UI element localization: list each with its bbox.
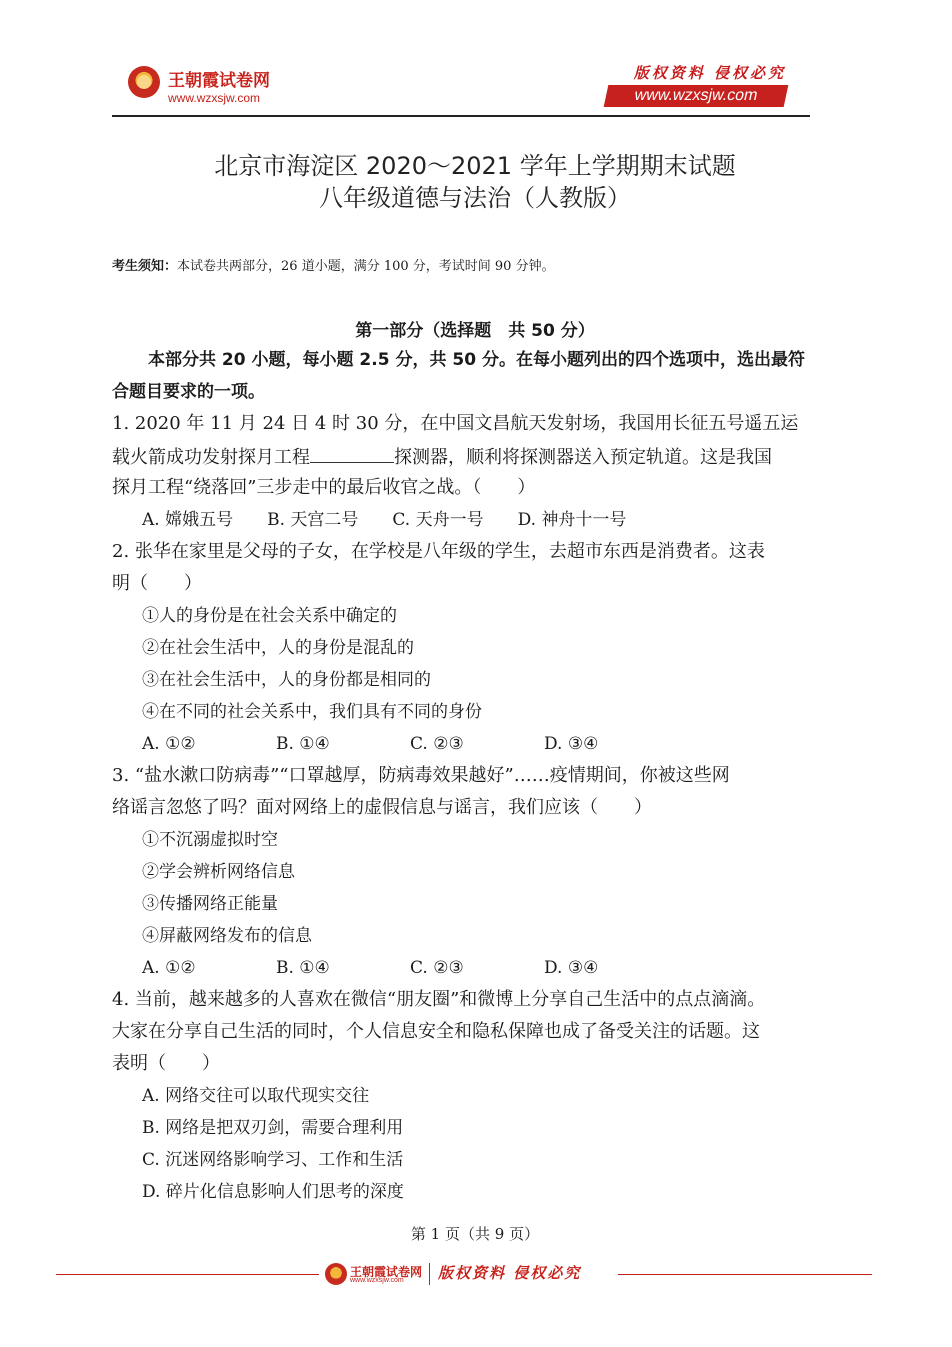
- footer-copyright: 版权资料 侵权必究: [438, 1264, 582, 1282]
- page-header: [112, 58, 810, 116]
- footer-divider-right: [618, 1274, 872, 1275]
- question-text: 明（ ）: [112, 573, 202, 594]
- statement-item: ③传播网络正能量: [142, 894, 278, 914]
- answer-option: B. ①④: [276, 734, 330, 754]
- question-3: [112, 760, 808, 824]
- statement-item: ①人的身份是在社会关系中确定的: [142, 606, 397, 626]
- answer-option: A. ①②: [142, 734, 196, 754]
- question-text: 探月工程“绕落回”三步走中的最后收官之战。（ ）: [112, 477, 536, 498]
- exam-subtitle: 八年级道德与法治（人教版）: [319, 184, 631, 212]
- question-text-part: 载火箭成功发射探月工程: [112, 447, 310, 468]
- answer-option: D. ③④: [544, 958, 599, 978]
- page-number: 第 1 页（共 9 页）: [410, 1225, 540, 1243]
- question-text: 1. 2020 年 11 月 24 日 4 时 30 分，在中国文昌航天发射场，我国用长征五号遥五运: [112, 413, 799, 434]
- exam-title: 北京市海淀区 2020～2021 学年上学期期末试题: [214, 152, 736, 180]
- brand-url: www.wzxsjw.com: [168, 91, 261, 105]
- statement-item: ②学会辨析网络信息: [142, 862, 295, 882]
- statement-item: ①不沉溺虚拟时空: [142, 830, 278, 850]
- footer-url: www.wzxsjw.com: [350, 1277, 404, 1284]
- statement-item: ②在社会生活中，人的身份是混乱的: [142, 638, 414, 658]
- notice-text: 本试卷共两部分，26 道小题，满分 100 分，考试时间 90 分钟。: [177, 259, 555, 274]
- answer-option: D. ③④: [544, 734, 599, 754]
- statement-item: ③在社会生活中，人的身份都是相同的: [142, 670, 431, 690]
- answer-option: C. ②③: [410, 734, 464, 754]
- question-text: 2. 张华在家里是父母的子女，在学校是八年级的学生，去超市东西是消费者。这表: [112, 541, 765, 562]
- answer-option: D. 碎片化信息影响人们思考的深度: [142, 1182, 404, 1202]
- question-text: 3. “盐水漱口防病毒”“口罩越厚，防病毒效果越好”……疫情期间，你被这些网: [112, 765, 730, 786]
- part-title: 第一部分（选择题 共 50 分）: [355, 321, 595, 341]
- part-instruction: 本部分共 20 小题，每小题 2.5 分，共 50 分。在每小题列出的四个选项中，选出最符合题目要求的一项。: [112, 350, 805, 402]
- answer-option: C. 沉迷网络影响学习、工作和生活: [142, 1150, 404, 1170]
- footer-brand-name: 王朝霞试卷网: [350, 1265, 423, 1279]
- statement-item: ④屏蔽网络发布的信息: [142, 926, 312, 946]
- header-divider: [112, 115, 810, 117]
- answer-option: B. ①④: [276, 958, 330, 978]
- brand-logo-icon: [128, 66, 160, 98]
- question-2: [112, 536, 808, 600]
- question-text: 大家在分享自己生活的同时，个人信息安全和隐私保障也成了备受关注的话题。这: [112, 1021, 760, 1042]
- question-1: [112, 408, 808, 504]
- question-text: [112, 440, 808, 472]
- answer-option: A. ①②: [142, 958, 196, 978]
- notice-label: 考生须知：: [112, 259, 178, 274]
- footer-vertical-divider: [429, 1263, 430, 1285]
- question-4: [112, 984, 808, 1080]
- question-1-options: A. 嫦娥五号 B. 天宫二号 C. 天舟一号 D. 神舟十一号: [142, 510, 627, 530]
- question-3-options: [142, 952, 598, 984]
- question-text: 4. 当前，越来越多的人喜欢在微信“朋友圈”和微博上分享自己生活中的点点滴滴。: [112, 989, 766, 1010]
- brand-name: 王朝霞试卷网: [168, 71, 270, 91]
- website-url-banner: www.wzxsjw.com: [604, 85, 789, 107]
- footer-divider-left: [56, 1274, 319, 1275]
- exam-notice: [112, 255, 555, 274]
- answer-option: A. 网络交往可以取代现实交往: [142, 1086, 370, 1106]
- answer-option: B. 网络是把双刃剑，需要合理利用: [142, 1118, 404, 1138]
- question-text-part: 探测器，顺利将探测器送入预定轨道。这是我国: [394, 447, 772, 468]
- answer-blank: [310, 440, 394, 463]
- statement-item: ④在不同的社会关系中，我们具有不同的身份: [142, 702, 482, 722]
- footer-logo-icon: [325, 1263, 347, 1285]
- question-text: 络谣言忽悠了吗？面对网络上的虚假信息与谣言，我们应该（ ）: [112, 797, 652, 818]
- answer-option: C. ②③: [410, 958, 464, 978]
- question-text: 表明（ ）: [112, 1053, 220, 1074]
- copyright-notice: 版权资料 侵权必究: [633, 64, 786, 82]
- question-2-options: [142, 728, 598, 760]
